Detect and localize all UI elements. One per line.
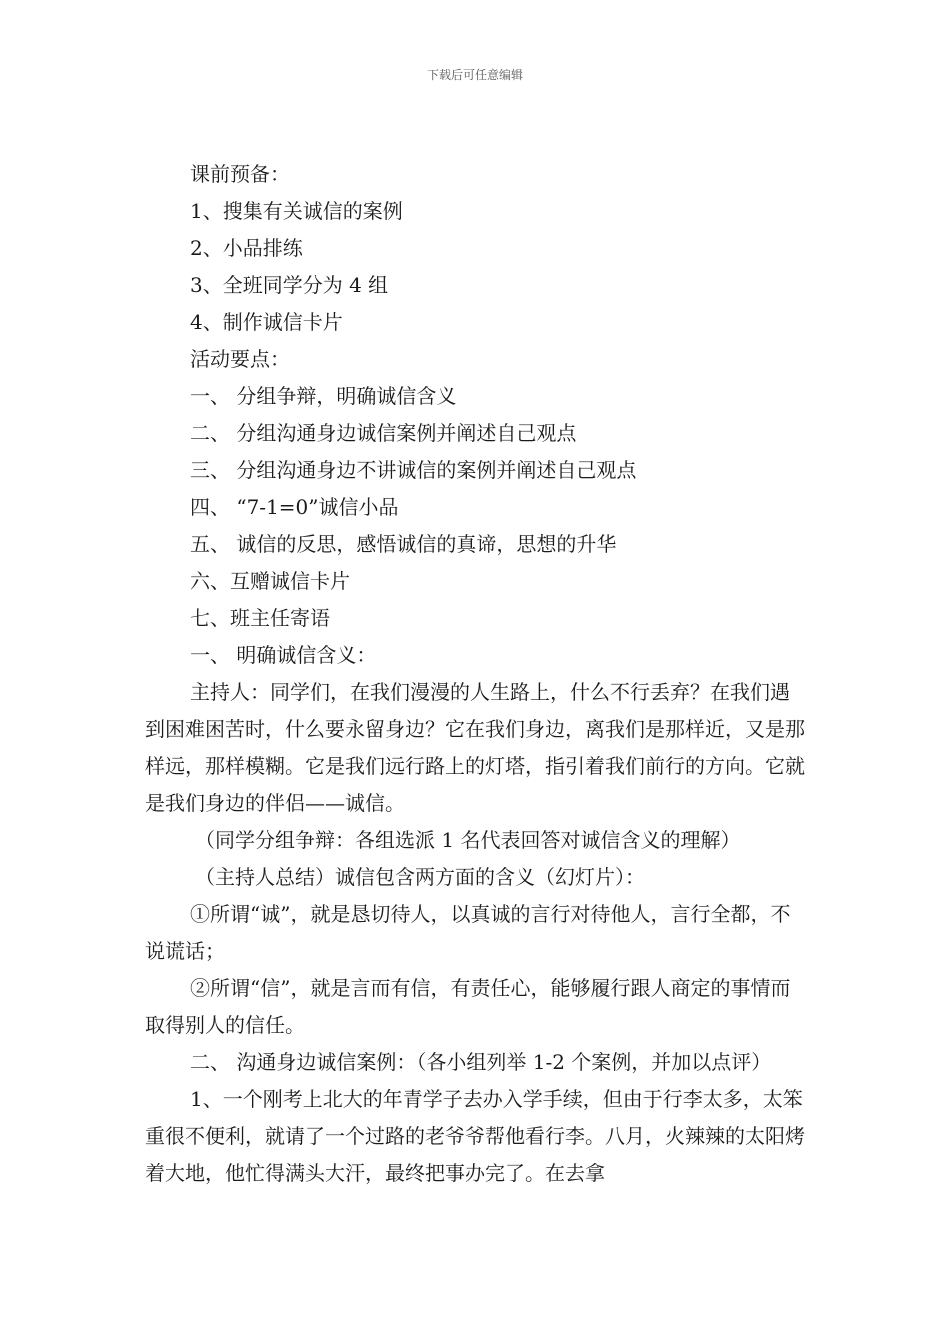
points-title: 活动要点： bbox=[190, 347, 290, 371]
point-item: 七、班主任寄语 bbox=[190, 606, 330, 630]
prep-item: 2、小品排练 bbox=[190, 236, 303, 260]
point-item: 六、互赠诚信卡片 bbox=[190, 569, 350, 593]
page-header: 下载后可任意编辑 bbox=[426, 68, 523, 82]
meaning-xin: ②所谓“信”，就是言而有信，有责任心，能够履行跟人商定的事情而取得别人的信任。 bbox=[145, 976, 791, 1037]
point-item: 四、 “7-1=0”诚信小品 bbox=[190, 495, 399, 519]
point-item: 二、 分组沟通身边诚信案例并阐述自己观点 bbox=[190, 421, 577, 445]
point-item: 一、 分组争辩，明确诚信含义 bbox=[190, 384, 457, 408]
host-paragraph: 主持人：同学们，在我们漫漫的人生路上，什么不行丢弃？在我们遇到困难困苦时，什么要永留身边？它在我们身边，离我们是那样近，又是那样远，那样模糊。它是我们远行路上的灯塔，指引着我们前行的方向。它就是我们身边的伴侣——诚信。 bbox=[145, 680, 805, 815]
section1-title: 一、 明确诚信含义： bbox=[190, 643, 377, 667]
prep-title: 课前预备： bbox=[190, 162, 290, 186]
section2-title: 二、 沟通身边诚信案例：（各小组列举 1-2 个案例，并加以点评） bbox=[190, 1050, 772, 1074]
document-body bbox=[145, 156, 805, 1192]
prep-item: 1、搜集有关诚信的案例 bbox=[190, 199, 403, 223]
case-paragraph: 1、一个刚考上北大的年青学子去办入学手续，但由于行李太多，太笨重很不便利，就请了一个过路的老爷爷帮他看行李。八月，火辣辣的太阳烤着大地，他忙得满头大汗，最终把事办完了。在去拿 bbox=[145, 1087, 805, 1185]
point-item: 五、 诚信的反思，感悟诚信的真谛，思想的升华 bbox=[190, 532, 617, 556]
summary-note: （主持人总结）诚信包含两方面的含义（幻灯片）： bbox=[195, 865, 645, 889]
prep-item: 4、制作诚信卡片 bbox=[190, 310, 343, 334]
point-item: 三、 分组沟通身边不讲诚信的案例并阐述自己观点 bbox=[190, 458, 637, 482]
debate-note: （同学分组争辩：各组选派 1 名代表回答对诚信含义的理解） bbox=[195, 828, 741, 852]
meaning-cheng: ①所谓“诚”，就是恳切待人，以真诚的言行对待他人，言行全都，不说谎话； bbox=[145, 902, 791, 963]
prep-item: 3、全班同学分为 4 组 bbox=[190, 273, 389, 297]
